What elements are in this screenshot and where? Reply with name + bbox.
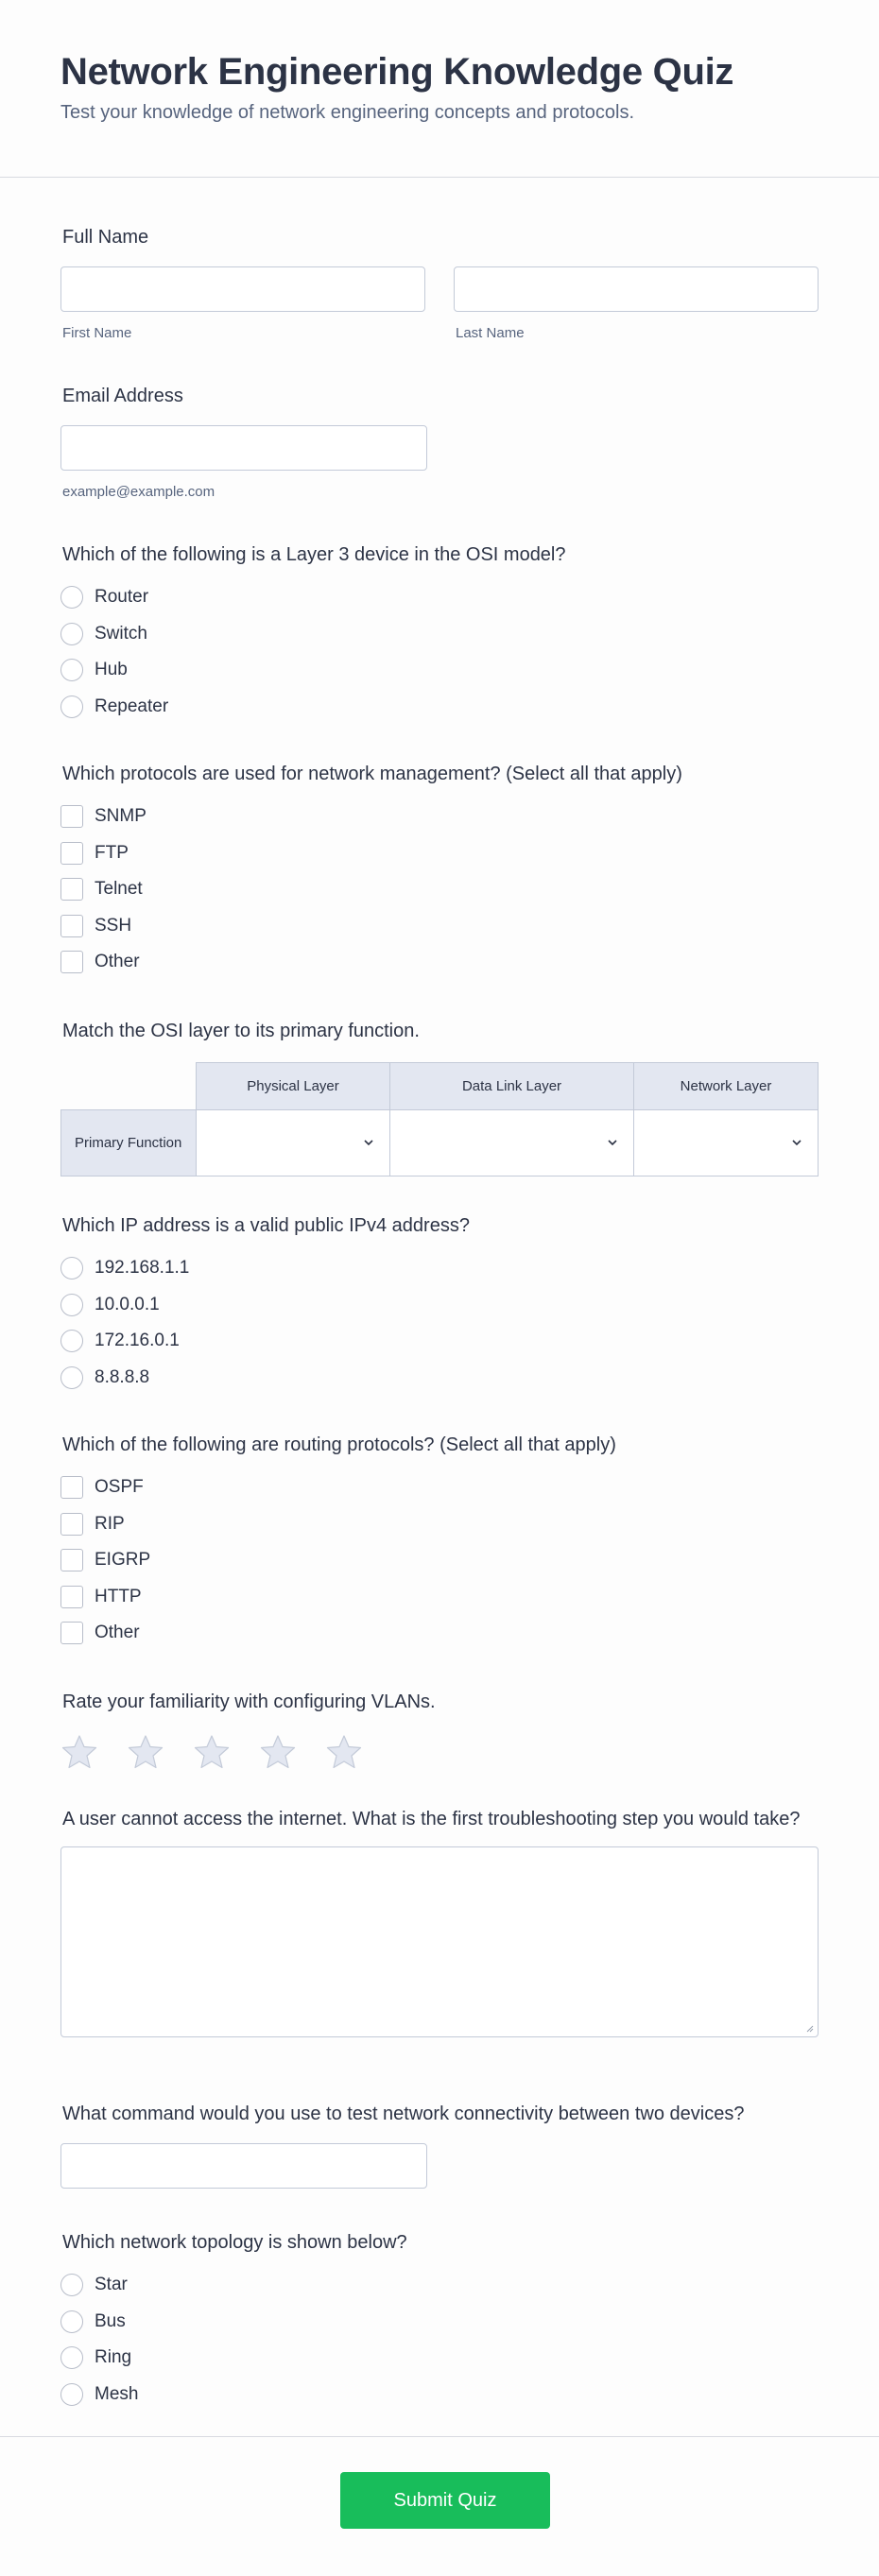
radio-button[interactable] (60, 659, 83, 681)
question-matrix (60, 1019, 819, 1176)
star-icon[interactable] (259, 1733, 297, 1771)
mgmt-options (60, 805, 819, 973)
option-ssh[interactable]: SSH (60, 915, 819, 937)
question-vlan-label: Rate your familiarity with configuring VLANs. (62, 1692, 436, 1712)
full-name-field (60, 225, 819, 341)
checkbox[interactable] (60, 1622, 83, 1644)
matrix-corner (61, 1063, 197, 1110)
command-input[interactable] (60, 2143, 427, 2189)
option-ospf[interactable]: OSPF (60, 1476, 819, 1499)
option-rip[interactable]: RIP (60, 1513, 819, 1536)
option-eigrp[interactable]: EIGRP (60, 1549, 819, 1571)
checkbox[interactable] (60, 1586, 83, 1608)
matrix-col-network: Network Layer (634, 1063, 819, 1110)
option-mesh[interactable]: Mesh (60, 2383, 819, 2406)
radio-button[interactable] (60, 2310, 83, 2333)
question-command-label: What command would you use to test network connectivity between two devices? (62, 2104, 745, 2124)
last-name-sublabel: Last Name (456, 325, 525, 341)
question-mgmt (60, 762, 819, 973)
star-icon[interactable] (325, 1733, 363, 1771)
radio-button[interactable] (60, 1294, 83, 1316)
radio-button[interactable] (60, 2274, 83, 2296)
last-name-input[interactable] (454, 266, 819, 312)
ip-options (60, 1257, 819, 1389)
question-ip-label: Which IP address is a valid public IPv4 address? (62, 1215, 470, 1236)
form-header (0, 0, 879, 178)
question-routing-label: Which of the following are routing protocols? (Select all that apply) (62, 1434, 616, 1455)
option-http[interactable]: HTTP (60, 1586, 819, 1608)
full-name-label: Full Name (62, 227, 149, 248)
option-bus[interactable]: Bus (60, 2310, 819, 2333)
layer3-options (60, 586, 819, 718)
matrix-col-physical: Physical Layer (197, 1063, 390, 1110)
routing-options (60, 1476, 819, 1644)
question-command (60, 2102, 819, 2189)
radio-button[interactable] (60, 1330, 83, 1352)
radio-button[interactable] (60, 1366, 83, 1389)
option-10-0-0-1[interactable]: 10.0.0.1 (60, 1294, 819, 1316)
option-router[interactable]: Router (60, 586, 819, 609)
resize-handle-icon[interactable] (804, 2023, 814, 2033)
matrix-select-network[interactable] (634, 1110, 819, 1176)
matrix-select-datalink[interactable] (390, 1110, 634, 1176)
checkbox[interactable] (60, 1476, 83, 1499)
email-field (60, 384, 819, 500)
star-icon[interactable] (127, 1733, 164, 1771)
option-hub[interactable]: Hub (60, 659, 819, 681)
question-mgmt-label: Which protocols are used for network management? (Select all that apply) (62, 764, 682, 784)
star-icon[interactable] (60, 1733, 98, 1771)
email-label: Email Address (62, 386, 183, 406)
checkbox[interactable] (60, 878, 83, 901)
question-layer3 (60, 542, 819, 718)
radio-button[interactable] (60, 696, 83, 718)
star-icon[interactable] (193, 1733, 231, 1771)
radio-button[interactable] (60, 2346, 83, 2369)
option-172-16-0-1[interactable]: 172.16.0.1 (60, 1330, 819, 1352)
question-ip (60, 1213, 819, 1389)
option-telnet[interactable]: Telnet (60, 878, 819, 901)
checkbox[interactable] (60, 805, 83, 828)
question-troubleshoot-label: A user cannot access the internet. What is the first troubleshooting step you would take? (62, 1809, 801, 1829)
question-troubleshoot (60, 1807, 819, 2037)
topology-options (60, 2274, 819, 2406)
form-footer (0, 2436, 879, 2576)
checkbox[interactable] (60, 1513, 83, 1536)
question-topology (60, 2230, 819, 2406)
option-other[interactable]: Other (60, 951, 819, 973)
matrix-table (60, 1062, 819, 1176)
checkbox[interactable] (60, 951, 83, 973)
option-ftp[interactable]: FTP (60, 842, 819, 865)
matrix-select-physical[interactable] (197, 1110, 390, 1176)
option-star[interactable]: Star (60, 2274, 819, 2296)
option-192-168-1-1[interactable]: 192.168.1.1 (60, 1257, 819, 1279)
radio-button[interactable] (60, 586, 83, 609)
email-sublabel: example@example.com (62, 484, 215, 500)
radio-button[interactable] (60, 1257, 83, 1279)
question-matrix-label: Match the OSI layer to its primary function. (62, 1021, 420, 1041)
first-name-input[interactable] (60, 266, 425, 312)
option-other[interactable]: Other (60, 1622, 819, 1644)
option-ring[interactable]: Ring (60, 2346, 819, 2369)
radio-button[interactable] (60, 623, 83, 645)
option-switch[interactable]: Switch (60, 623, 819, 645)
question-vlan (60, 1690, 819, 1771)
chevron-down-icon (607, 1137, 618, 1148)
chevron-down-icon (791, 1137, 802, 1148)
troubleshoot-textarea[interactable] (60, 1846, 819, 2037)
option-8-8-8-8[interactable]: 8.8.8.8 (60, 1366, 819, 1389)
email-input[interactable] (60, 425, 427, 471)
checkbox[interactable] (60, 915, 83, 937)
chevron-down-icon (363, 1137, 374, 1148)
form-title: Network Engineering Knowledge Quiz (60, 51, 734, 93)
question-routing (60, 1433, 819, 1644)
matrix-row-label: Primary Function (61, 1110, 197, 1176)
star-rating (60, 1733, 819, 1771)
matrix-col-datalink: Data Link Layer (390, 1063, 634, 1110)
radio-button[interactable] (60, 2383, 83, 2406)
option-snmp[interactable]: SNMP (60, 805, 819, 828)
checkbox[interactable] (60, 1549, 83, 1571)
first-name-sublabel: First Name (62, 325, 132, 341)
question-layer3-label: Which of the following is a Layer 3 device in the OSI model? (62, 544, 566, 565)
question-topology-label: Which network topology is shown below? (62, 2232, 407, 2253)
form-subtitle: Test your knowledge of network engineering concepts and protocols. (60, 102, 635, 123)
checkbox[interactable] (60, 842, 83, 865)
submit-button[interactable]: Submit Quiz (340, 2472, 550, 2529)
option-repeater[interactable]: Repeater (60, 696, 819, 718)
